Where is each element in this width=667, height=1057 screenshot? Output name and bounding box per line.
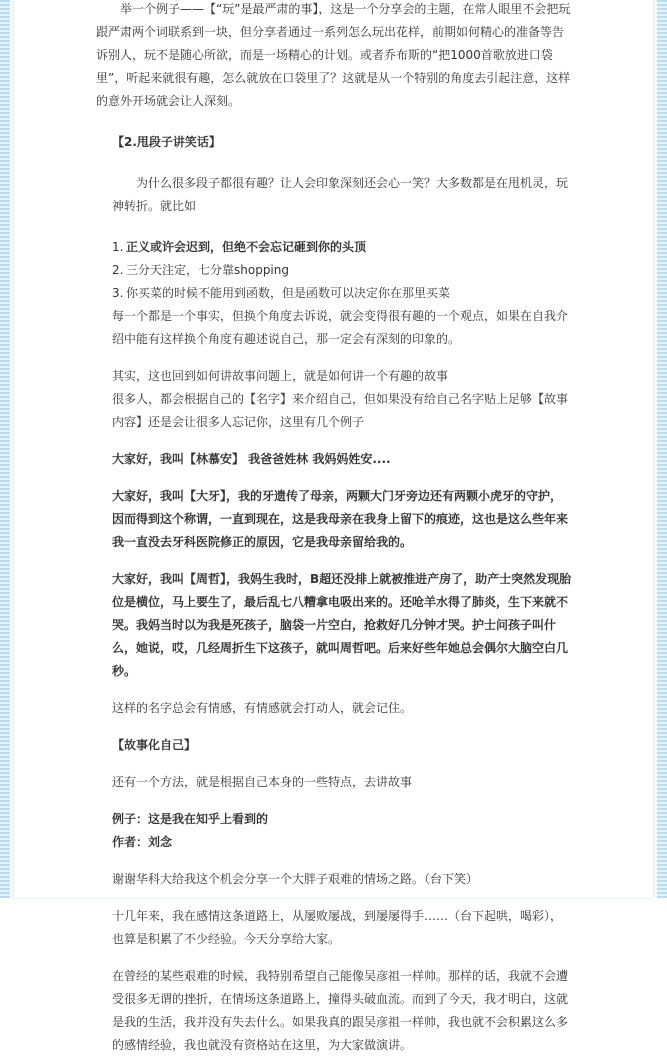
name-example-1: 大家好，我叫【林慕安】 我爸爸姓林 我妈妈姓安.... bbox=[112, 452, 391, 466]
list-item bbox=[112, 236, 572, 259]
section2-heading: 【2.甩段子讲笑话】 bbox=[112, 135, 221, 149]
list-number: 1. bbox=[112, 240, 124, 254]
list-text: 三分天注定，七分靠shopping bbox=[126, 263, 289, 277]
list-text: 你买菜的时候不能用到函数，但是函数可以决定你在那里买菜 bbox=[126, 286, 451, 300]
name-conclusion: 这样的名字总会有情感，有情感就会打动人，就会记住。 bbox=[112, 701, 413, 715]
right-decorative-border bbox=[657, 0, 667, 898]
list-text: 正义或许会迟到，但绝不会忘记砸到你的头顶 bbox=[126, 240, 367, 254]
speech-paragraph-1: 谢谢华科大给我这个机会分享一个大胖子艰难的情场之路。（台下笑） bbox=[112, 872, 479, 886]
joke-list bbox=[112, 236, 572, 305]
list-number: 3. bbox=[112, 286, 124, 300]
list-comment: 每一个都是一个事实，但换个角度去诉说，就会变得很有趣的一个观点，如果在自我介绍中能有这样换个角度有趣述说自己，那一定会有深刻的印象的。 bbox=[112, 309, 569, 346]
story-intro-2: 很多人，都会根据自己的【名字】来介绍自己，但如果没有给自己名字贴上足够【故事内容】还是会让很多人忘记你，这里有几个例子 bbox=[112, 392, 569, 429]
left-decorative-border bbox=[0, 0, 10, 898]
list-item bbox=[112, 282, 572, 305]
list-number: 2. bbox=[112, 263, 124, 277]
intro-paragraph: 举一个例子——【“玩”是最严肃的事】，这是一个分享会的主题，在常人眼里不会把玩跟严肃两个词联系到一块，但分享者通过一系列怎么玩出花样，前期如何精心的准备等告诉别人，玩不是随心所欲，而是一场精心的计划。或者乔布斯的“把1000首歌放进口袋里”，听起来就很有趣，怎么就放在口袋里了？这就是从一个特别的角度去引起注意，这样的意外开场就会让人深刻。 bbox=[96, 2, 571, 108]
story-intro: 其实，这也回到如何讲故事问题上，就是如何讲一个有趣的故事 bbox=[112, 369, 449, 383]
speech-paragraph-2: 十几年来，我在感情这条道路上，从屡败屡战，到屡屡得手……（台下起哄，喝彩），也算是积累了不少经验。今天分享给大家。 bbox=[112, 909, 563, 946]
name-example-3: 大家好，我叫【周哲】，我妈生我时，B超还没排上就被推进产房了，助产士突然发现胎位是横位，马上要生了，最后乱七八糟拿电吸出来的。还呛羊水得了肺炎，生下来就不哭。我妈当时以为我是死孩子，脑袋一片空白，抢救好几分钟才哭。护士问孩子叫什么，她说，哎，几经周折生下这孩子，就叫周哲吧。后来好些年她总会偶尔大脑空白几秒。 bbox=[112, 572, 572, 678]
name-example-2: 大家好，我叫【大牙】，我的牙遗传了母亲，两颗大门牙旁边还有两颗小虎牙的守护，因而得到这个称谓，一直到现在，这是我母亲在我身上留下的痕迹，这也是这么些年来我一直没去牙科医院修正的原因，它是我母亲留给我的。 bbox=[112, 489, 569, 549]
list-item bbox=[112, 259, 572, 282]
document-content bbox=[96, 0, 572, 1057]
speech-paragraph-3: 在曾经的某些艰难的时候，我特别希望自己能像吴彦祖一样帅。那样的话，我就不会遭受很多无谓的挫折，在情场这条道路上，撞得头破血流。而到了今天，我才明白，这就是我的生活，我并没有失去什么。如果我真的跟吴彦祖一样帅，我也就不会积累这么多的感情经验，我也就没有资格站在这里，为大家做演讲。 bbox=[112, 969, 569, 1052]
section3-heading: 【故事化自己】 bbox=[112, 738, 197, 752]
section2-intro: 为什么很多段子都很有趣？让人会印象深刻还会心一笑？大多数都是在甩机灵，玩神转折。就比如 bbox=[112, 176, 569, 213]
author-label: 作者：刘念 bbox=[112, 835, 173, 849]
section3-intro: 还有一个方法，就是根据自己本身的一些特点，去讲故事 bbox=[112, 775, 413, 789]
example-source-label: 例子：这是我在知乎上看到的 bbox=[112, 812, 269, 826]
